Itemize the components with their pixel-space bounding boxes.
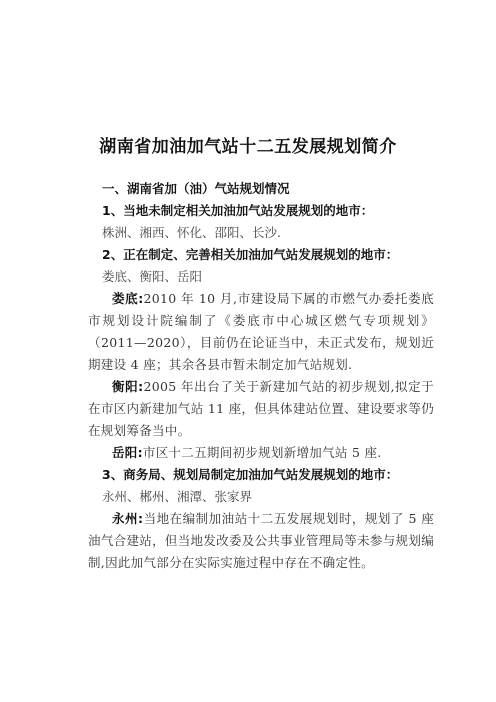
item-3-cities: 永州、郴州、湘潭、张家界 xyxy=(102,489,253,504)
page-title: 湖南省加油加气站十二五发展规划简介 xyxy=(99,137,397,157)
loudi-lead: 娄底: xyxy=(112,291,144,306)
item-3-heading: 3、商务局、规划局制定加油加气站发展规划的地市： xyxy=(102,467,399,482)
document-body xyxy=(88,178,434,574)
hengyang-lead: 衡阳: xyxy=(112,379,144,394)
hengyang-text: 2005 年出台了关于新建加气站的初步规划,拟定于在市区内新建加气站 11 座，但具体建站位置、建设要求等仍在规划筹备当中。 xyxy=(88,379,434,438)
item-1-cities: 株洲、湘西、怀化、邵阳、长沙. xyxy=(102,225,281,240)
loudi-text: 2010 年 10 月,市建设局下属的市燃气办委托娄底市规划设计院编制了《娄底市中心城区燃气专项规划》（2011—2020），目前仍在论证当中，未正式发布，规划近期建设 4 座；其余各县市暂未制定加气站规划. xyxy=(88,291,434,372)
loudi-paragraph xyxy=(88,288,434,376)
yongzhou-lead: 永州: xyxy=(112,511,144,526)
section-heading: 一、湖南省加（油）气站规划情况 xyxy=(102,181,290,196)
item-2-cities: 娄底、衡阳、岳阳 xyxy=(102,269,203,284)
yongzhou-paragraph xyxy=(88,508,434,574)
hengyang-paragraph xyxy=(88,376,434,442)
item-1-heading: 1、当地未制定相关加油加气站发展规划的地市： xyxy=(102,203,374,218)
yueyang-text: 市区十二五期间初步规划新增加气站 5 座. xyxy=(142,445,382,460)
yueyang-paragraph xyxy=(88,442,434,464)
yueyang-lead: 岳阳: xyxy=(112,445,143,460)
item-2-heading: 2、正在制定、完善相关加油加气站发展规划的地市： xyxy=(102,247,399,262)
yongzhou-text: 当地在编制加油站十二五发展规划时，规划了 5 座油气合建站，但当地发改委及公共事业管理局等未参与规划编制,因此加气部分在实际实施过程中存在不确定性。 xyxy=(88,511,434,570)
